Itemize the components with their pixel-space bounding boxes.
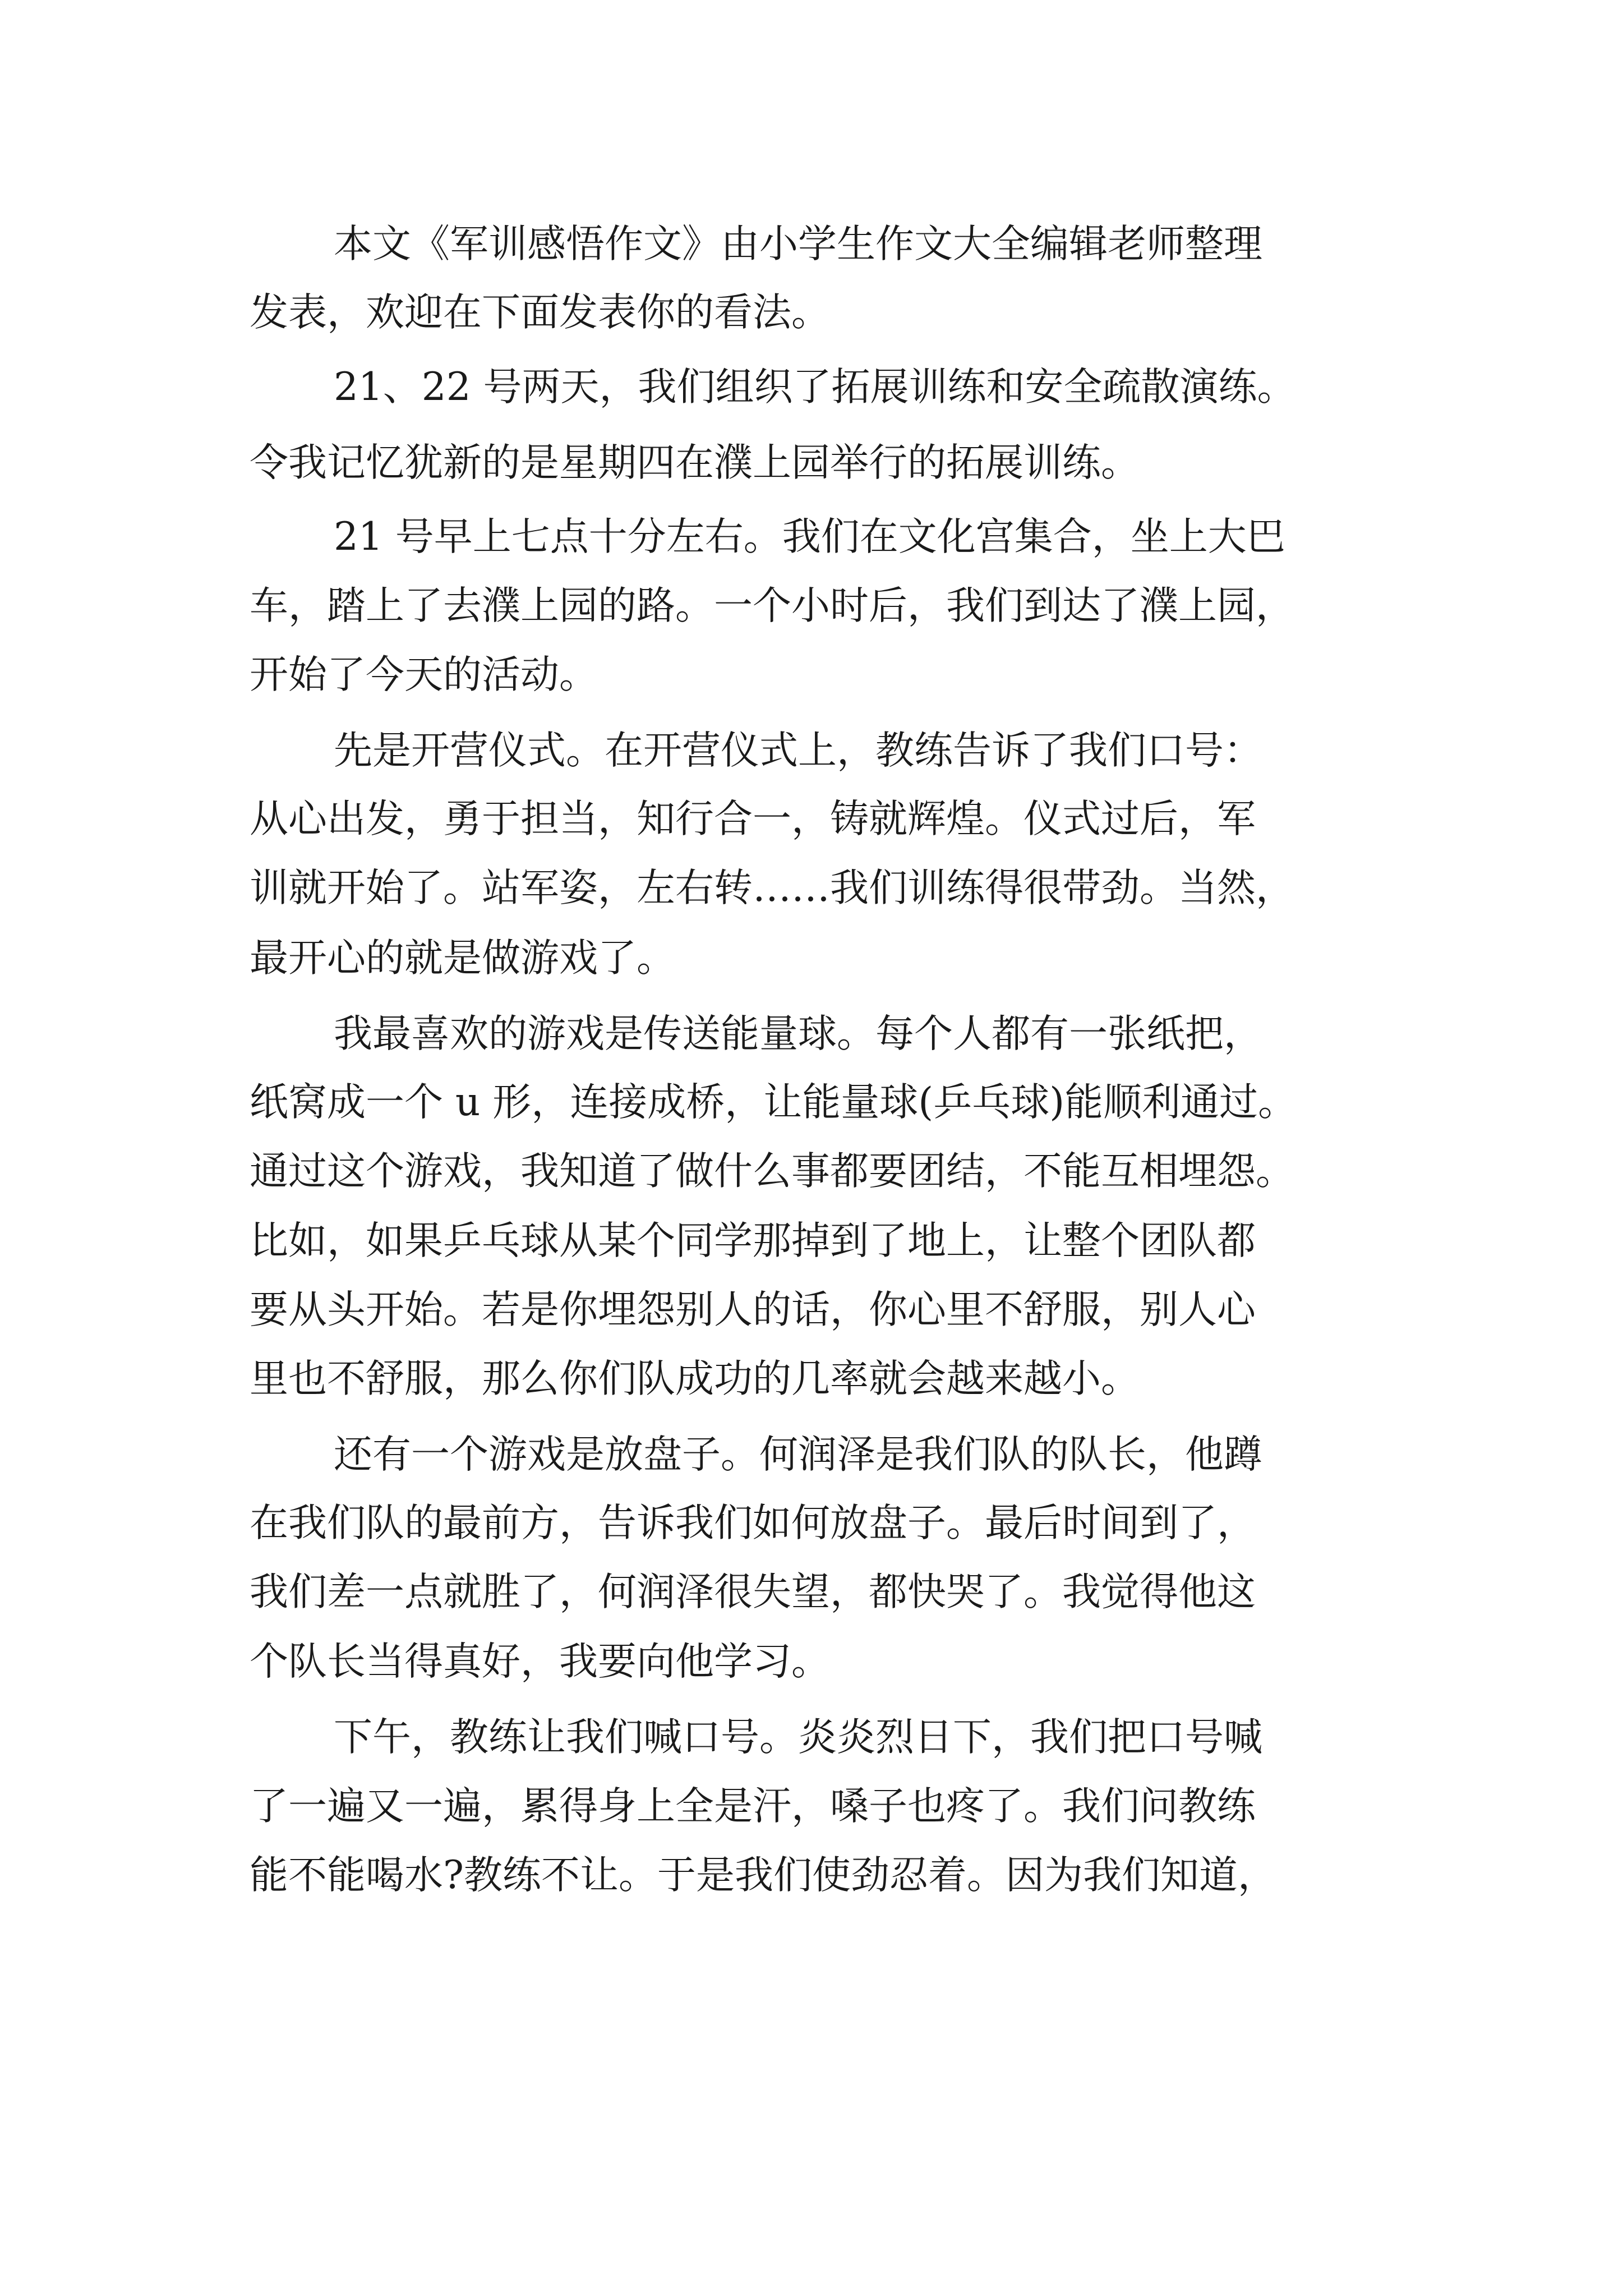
text-line: 通过这个游戏，我知道了做什么事都要团结，不能互相埋怨。	[250, 1149, 1294, 1194]
text-line: 开始了今天的活动。	[250, 652, 598, 697]
text-line: 了一遍又一遍，累得身上全是汗，嗓子也疼了。我们问教练	[250, 1784, 1256, 1829]
text-line: 下午，教练让我们喊口号。炎炎烈日下，我们把口号喊	[334, 1715, 1262, 1760]
text-line: 能不能喝水?教练不让。于是我们使劲忍着。因为我们知道，	[250, 1853, 1276, 1898]
text-line: 发表，欢迎在下面发表你的看法。	[250, 290, 830, 335]
text-line: 个队长当得真好，我要向他学习。	[250, 1639, 830, 1684]
text-line: 最开心的就是做游戏了。	[250, 936, 675, 981]
text-line: 本文《军训感悟作文》由小学生作文大全编辑老师整理	[334, 222, 1262, 266]
text-line: 先是开营仪式。在开营仪式上，教练告诉了我们口号：	[334, 728, 1262, 773]
text-line: 21 号早上七点十分左右。我们在文化宫集合，坐上大巴	[334, 514, 1285, 559]
text-line: 里也不舒服，那么你们队成功的几率就会越来越小。	[250, 1356, 1140, 1401]
text-line: 训就开始了。站军姿，左右转……我们训练得很带劲。当然，	[250, 866, 1294, 910]
text-line: 从心出发，勇于担当，知行合一，铸就辉煌。仪式过后，军	[250, 797, 1256, 841]
text-line: 纸窝成一个 u 形，连接成桥，让能量球(乒乓球)能顺利通过。	[250, 1080, 1297, 1125]
text-line: 车，踏上了去濮上园的路。一个小时后，我们到达了濮上园，	[250, 583, 1294, 628]
text-line: 在我们队的最前方，告诉我们如何放盘子。最后时间到了，	[250, 1501, 1256, 1545]
text-line: 要从头开始。若是你埋怨别人的话，你心里不舒服，别人心	[250, 1287, 1256, 1332]
text-line: 我们差一点就胜了，何润泽很失望，都快哭了。我觉得他这	[250, 1570, 1256, 1614]
text-line: 21、22 号两天，我们组织了拓展训练和安全疏散演练。	[334, 365, 1296, 409]
text-line: 比如，如果乒乓球从某个同学那掉到了地上，让整个团队都	[250, 1218, 1256, 1263]
text-line: 我最喜欢的游戏是传送能量球。每个人都有一张纸把，	[334, 1011, 1262, 1056]
text-line: 令我记忆犹新的是星期四在濮上园举行的拓展训练。	[250, 440, 1140, 485]
text-line: 还有一个游戏是放盘子。何润泽是我们队的队长，他蹲	[334, 1432, 1262, 1477]
